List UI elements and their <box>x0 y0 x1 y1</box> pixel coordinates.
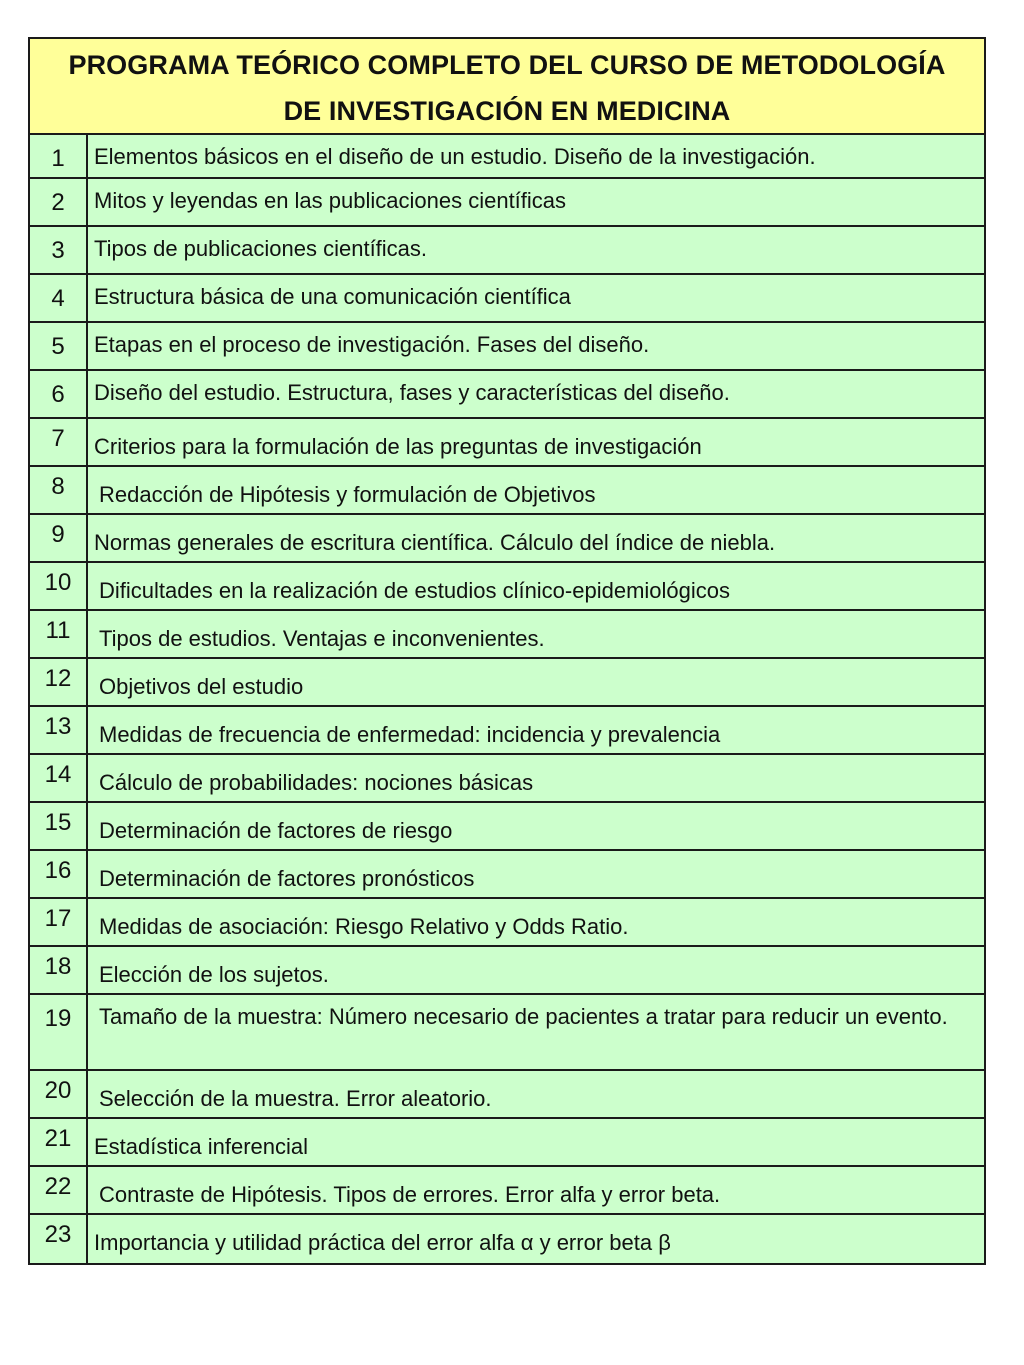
row-topic: Cálculo de probabilidades: nociones básicas <box>99 770 534 795</box>
table-row <box>30 659 984 707</box>
row-number: 10 <box>30 563 88 609</box>
table-row <box>30 1167 984 1215</box>
row-number: 16 <box>30 851 88 897</box>
table-row <box>30 135 984 179</box>
row-topic: Estadística inferencial <box>94 1134 308 1159</box>
title-line-2: DE INVESTIGACIÓN EN MEDICINA <box>283 96 731 126</box>
row-number: 15 <box>30 803 88 849</box>
table-row <box>30 851 984 899</box>
row-number: 5 <box>30 323 88 369</box>
row-number: 3 <box>30 227 88 273</box>
table-row <box>30 323 984 371</box>
table-row <box>30 275 984 323</box>
row-number: 4 <box>30 275 88 321</box>
table-row <box>30 899 984 947</box>
row-number: 11 <box>30 611 88 657</box>
row-topic: Normas generales de escritura científica. Cálculo del índice de niebla. <box>94 530 776 555</box>
row-number: 17 <box>30 899 88 945</box>
row-topic: Tipos de publicaciones científicas. <box>94 236 428 261</box>
row-topic: Determinación de factores pronósticos <box>99 866 475 891</box>
row-topic: Importancia y utilidad práctica del error alfa α y error beta β <box>94 1230 671 1255</box>
row-number: 7 <box>30 419 88 465</box>
row-topic: Dificultades en la realización de estudios clínico-epidemiológicos <box>99 578 731 603</box>
row-topic: Tipos de estudios. Ventajas e inconvenientes. <box>99 626 545 651</box>
row-topic: Medidas de frecuencia de enfermedad: incidencia y prevalencia <box>99 722 721 747</box>
table-row <box>30 1119 984 1167</box>
row-topic: Etapas en el proceso de investigación. Fases del diseño. <box>94 332 650 357</box>
row-number: 18 <box>30 947 88 993</box>
row-number: 1 <box>30 135 88 177</box>
row-number: 6 <box>30 371 88 417</box>
row-number: 21 <box>30 1119 88 1165</box>
row-topic: Criterios para la formulación de las preguntas de investigación <box>94 434 702 459</box>
row-number: 22 <box>30 1167 88 1213</box>
row-topic: Diseño del estudio. Estructura, fases y características del diseño. <box>94 380 730 405</box>
row-number: 2 <box>30 179 88 225</box>
row-topic: Objetivos del estudio <box>99 674 304 699</box>
table-row <box>30 947 984 995</box>
table-row <box>30 611 984 659</box>
table-title <box>30 39 984 135</box>
row-number: 13 <box>30 707 88 753</box>
table-row <box>30 227 984 275</box>
table-row <box>30 1071 984 1119</box>
row-topic: Tamaño de la muestra: Número necesario de pacientes a tratar para reducir un evento. <box>99 1004 948 1029</box>
row-topic: Selección de la muestra. Error aleatorio. <box>99 1086 492 1111</box>
row-number: 12 <box>30 659 88 705</box>
row-number: 14 <box>30 755 88 801</box>
table-row <box>30 995 984 1071</box>
table-row <box>30 1215 984 1263</box>
table-row <box>30 419 984 467</box>
row-topic: Medidas de asociación: Riesgo Relativo y Odds Ratio. <box>99 914 629 939</box>
row-topic: Elementos básicos en el diseño de un estudio. Diseño de la investigación. <box>94 144 816 169</box>
row-topic: Redacción de Hipótesis y formulación de Objetivos <box>99 482 596 507</box>
title-line-1: PROGRAMA TEÓRICO COMPLETO DEL CURSO DE METODOLOGÍA <box>68 50 946 80</box>
table-row <box>30 563 984 611</box>
table-row <box>30 179 984 227</box>
table-title-text <box>68 42 945 134</box>
row-number: 23 <box>30 1215 88 1263</box>
row-number: 19 <box>30 995 88 1069</box>
table-row <box>30 467 984 515</box>
row-number: 9 <box>30 515 88 561</box>
table-row <box>30 707 984 755</box>
syllabus-table <box>28 37 986 1265</box>
table-row <box>30 515 984 563</box>
row-topic: Determinación de factores de riesgo <box>99 818 453 843</box>
table-row <box>30 371 984 419</box>
table-row <box>30 803 984 851</box>
row-number: 20 <box>30 1071 88 1117</box>
row-topic: Contraste de Hipótesis. Tipos de errores. Error alfa y error beta. <box>99 1182 721 1207</box>
row-topic: Estructura básica de una comunicación científica <box>94 284 571 309</box>
row-number: 8 <box>30 467 88 513</box>
table-row <box>30 755 984 803</box>
row-topic: Mitos y leyendas en las publicaciones científicas <box>94 188 567 213</box>
row-topic: Elección de los sujetos. <box>99 962 329 987</box>
